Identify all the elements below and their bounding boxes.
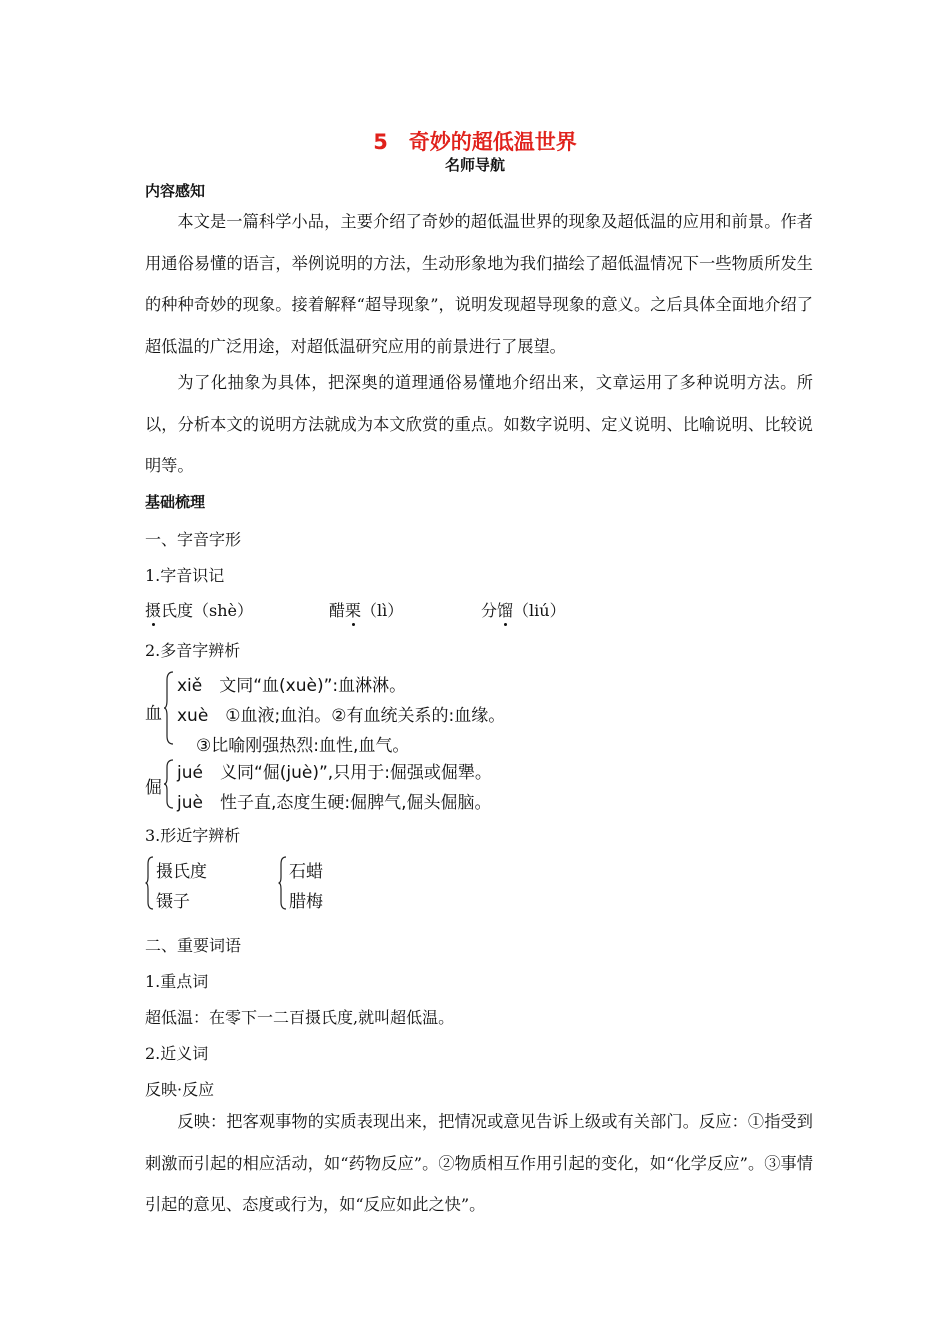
brace-icon <box>145 855 155 911</box>
similar-word: 腊梅 <box>289 892 323 912</box>
pronunciation-item: 醋栗（lì） <box>329 601 404 620</box>
keyword-definition: 超低温：在零下一二百摄氏度,就叫超低温。 <box>145 1008 455 1027</box>
similar-word: 镊子 <box>156 892 190 912</box>
similar-word: 摄氏度 <box>156 862 207 882</box>
polyphone-char-jue: 倔 <box>145 778 162 798</box>
item-heading-polyphone: 2.多音字辨析 <box>145 641 241 660</box>
brace-icon <box>163 670 175 746</box>
brace-icon <box>163 758 175 810</box>
section-heading-basics: 基础梳理 <box>145 493 206 511</box>
pronunciation-item: 摄氏度（shè） <box>145 601 254 620</box>
pronunciation-item: 分馏（liú） <box>481 601 566 620</box>
item-heading-synonym: 2.近义词 <box>145 1044 209 1063</box>
polyphone-char-xue: 血 <box>145 704 162 724</box>
polyphone-line: xuè ①血液;血泊。②有血统关系的:血缘。 <box>177 706 506 726</box>
polyphone-line: xiě 文同“血(xuè)”:血淋淋。 <box>177 676 407 696</box>
page-subtitle: 名师导航 <box>444 156 505 174</box>
item-heading-pronunciation: 1.字音识记 <box>145 566 225 585</box>
polyphone-line: juè 性子直,态度生硬:倔脾气,倔头倔脑。 <box>177 793 492 813</box>
brace-icon <box>278 855 288 911</box>
polyphone-line: jué 义同“倔(juè)”,只用于:倔强或倔犟。 <box>177 763 492 783</box>
content-paragraph-2: 为了化抽象为具体，把深奥的道理通俗易懂地介绍出来，文章运用了多种说明方法。所以，分析本文的说明方法就成为本文欣赏的重点。如数字说明、定义说明、比喻说明、比较说明等。 <box>145 373 813 475</box>
synonym-explanation: 反映：把客观事物的实质表现出来，把情况或意见告诉上级或有关部门。反应：①指受到刺激而引起的相应活动，如“药物反应”。②物质相互作用引起的变化，如“化学反应”。③事情引起的意见、态度或行为，如“反应如此之快”。 <box>145 1112 813 1214</box>
part-heading-pronunciation: 一、字音字形 <box>145 530 242 549</box>
page-title: 5 奇妙的超低温世界 <box>373 130 577 154</box>
content-paragraph-1: 本文是一篇科学小品，主要介绍了奇妙的超低温世界的现象及超低温的应用和前景。作者用通俗易懂的语言，举例说明的方法，生动形象地为我们描绘了超低温情况下一些物质所发生的种种奇妙的现象。接着解释“超导现象”，说明发现超导现象的意义。之后具体全面地介绍了超低温的广泛用途，对超低温研究应用的前景进行了展望。 <box>145 212 813 356</box>
section-heading-content: 内容感知 <box>145 182 206 200</box>
synonym-pair: 反映·反应 <box>145 1080 215 1099</box>
similar-word: 石蜡 <box>289 862 323 882</box>
item-heading-similar: 3.形近字辨析 <box>145 826 241 845</box>
item-heading-keyword: 1.重点词 <box>145 972 209 991</box>
polyphone-line: ③比喻刚强热烈:血性,血气。 <box>196 736 410 756</box>
part-heading-vocabulary: 二、重要词语 <box>145 936 242 955</box>
